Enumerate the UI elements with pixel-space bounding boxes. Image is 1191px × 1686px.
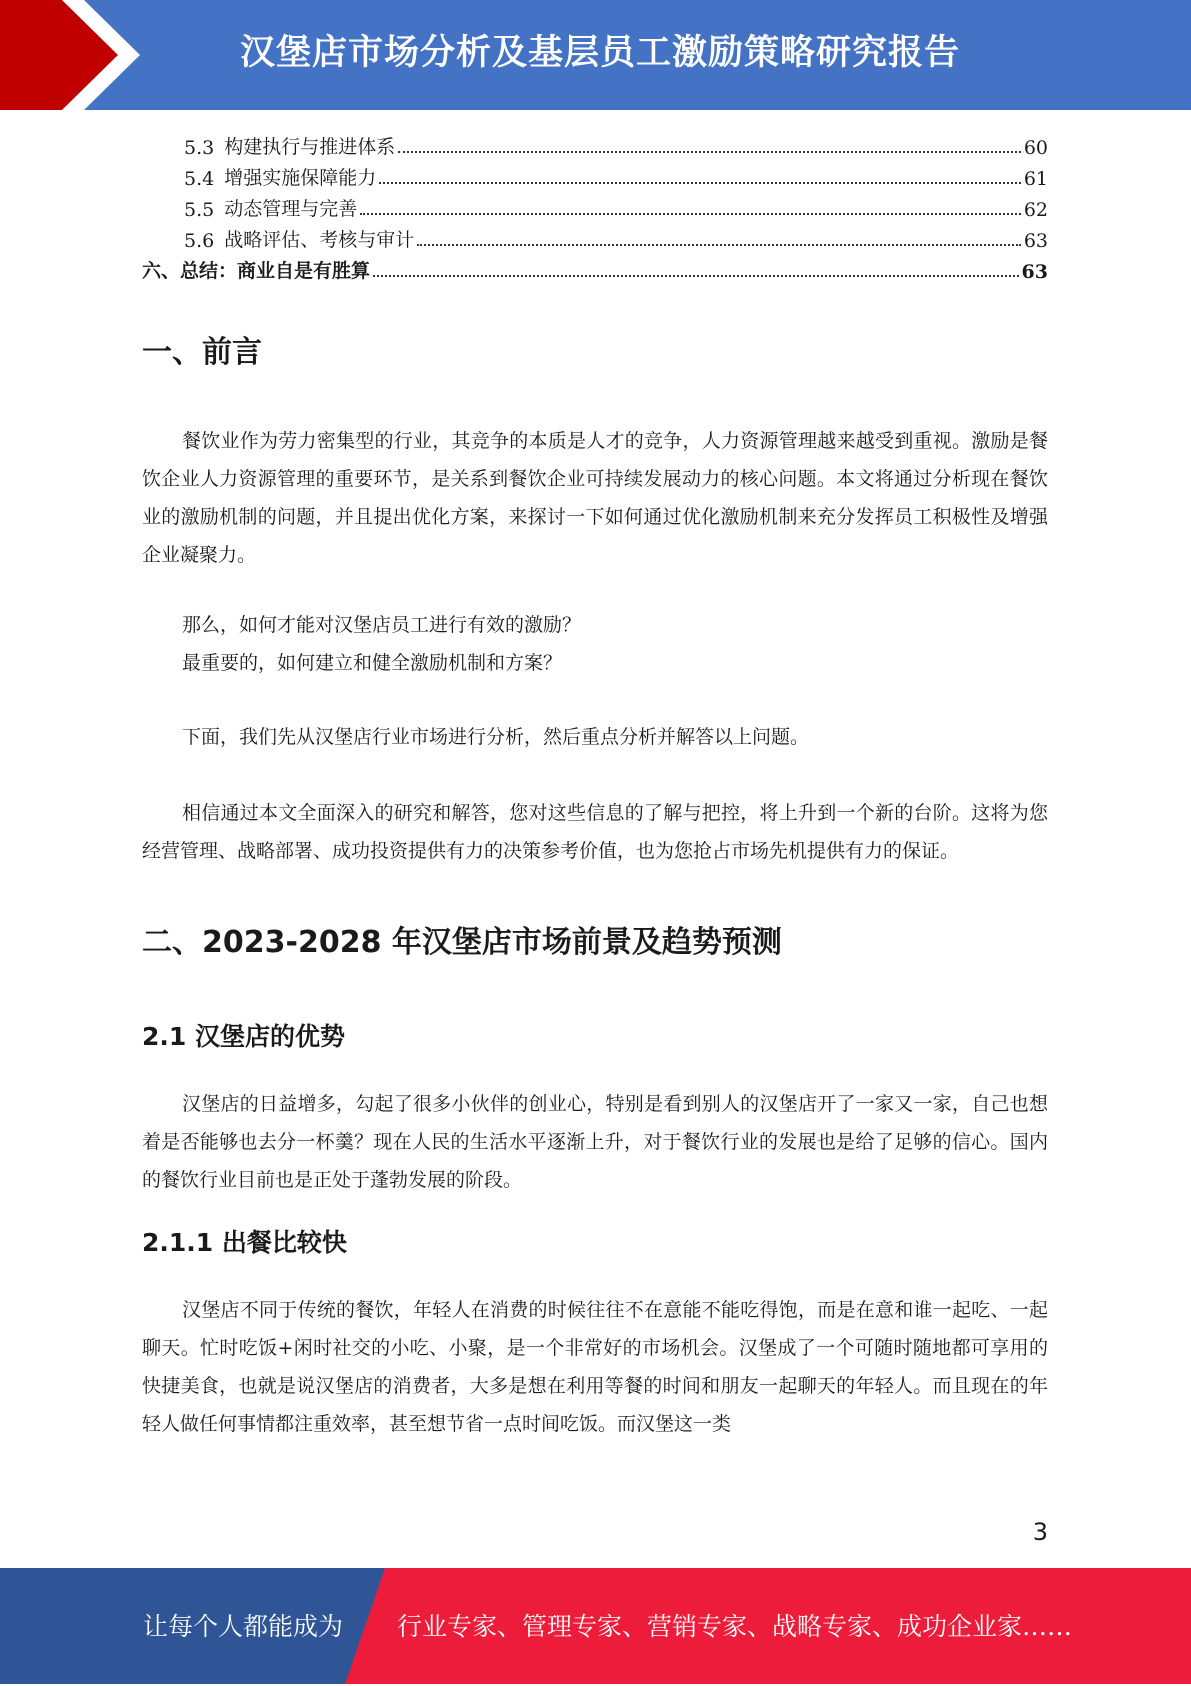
subsubsection-heading-fast-service: 2.1.1 出餐比较快 <box>142 1228 347 1257</box>
toc-item-label: 六、总结：商业自是有胜算 <box>142 260 371 282</box>
page-header <box>0 0 1191 110</box>
toc-item-label: 增强实施保障能力 <box>224 167 377 189</box>
section-heading-preface: 一、前言 <box>142 335 262 370</box>
table-of-contents <box>142 128 1048 283</box>
toc-item-page: 63 <box>1023 230 1048 252</box>
document-body <box>142 318 1048 1443</box>
toc-leader-dots <box>398 151 1021 153</box>
toc-leader-dots <box>373 275 1019 277</box>
toc-item-page: 61 <box>1023 168 1048 190</box>
toc-item[interactable] <box>142 190 1048 221</box>
subsection-heading-advantages: 2.1 汉堡店的优势 <box>142 1022 345 1051</box>
footer-slogan-left: 让每个人都能成为 <box>143 1612 344 1641</box>
toc-item-label: 构建执行与推进体系 <box>224 136 396 158</box>
toc-item-page: 63 <box>1021 261 1048 283</box>
paragraph-question: 那么，如何才能对汉堡店员工进行有效的激励？ <box>182 614 582 636</box>
toc-leader-dots <box>417 244 1021 246</box>
paragraph: 相信通过本文全面深入的研究和解答，您对这些信息的了解与把控，将上升到一个新的台阶。这将为您经营管理、战略部署、成功投资提供有力的决策参考价值，也为您抢占市场先机提供有力的保证。 <box>142 802 1048 862</box>
header-arrow-decoration <box>0 0 160 110</box>
toc-item-number: 5.5 <box>184 199 215 221</box>
paragraph: 汉堡店的日益增多，勾起了很多小伙伴的创业心，特别是看到别人的汉堡店开了一家又一家，自己也想着是否能够也去分一杯羹？现在人民的生活水平逐渐上升，对于餐饮行业的发展也是给了足够的信心。国内的餐饮行业目前也是正处于蓬勃发展的阶段。 <box>142 1093 1048 1191</box>
page-footer <box>0 1568 1191 1684</box>
paragraph: 汉堡店不同于传统的餐饮，年轻人在消费的时候往往不在意能不能吃得饱，而是在意和谁一起吃、一起聊天。忙时吃饭+闲时社交的小吃、小聚，是一个非常好的市场机会。汉堡成了一个可随时随地都可享用的快捷美食，也就是说汉堡店的消费者，大多是想在利用等餐的时间和朋友一起聊天的年轻人。而且现在的年轻人做任何事情都注重效率，甚至想节省一点时间吃饭。而汉堡这一类 <box>142 1299 1048 1435</box>
paragraph-question: 最重要的，如何建立和健全激励机制和方案？ <box>182 652 563 674</box>
toc-item-page: 60 <box>1023 137 1048 159</box>
toc-item-number: 5.6 <box>184 230 215 252</box>
paragraph: 餐饮业作为劳力密集型的行业，其竞争的本质是人才的竞争，人力资源管理越来越受到重视。激励是餐饮企业人力资源管理的重要环节，是关系到餐饮企业可持续发展动力的核心问题。本文将通过分析现在餐饮业的激励机制的问题，并且提出优化方案，来探讨一下如何通过优化激励机制来充分发挥员工积极性及增强企业凝聚力。 <box>142 430 1048 566</box>
toc-item-page: 62 <box>1023 199 1048 221</box>
toc-item[interactable] <box>142 221 1048 252</box>
paragraph: 下面，我们先从汉堡店行业市场进行分析，然后重点分析并解答以上问题。 <box>182 726 810 748</box>
toc-item-number: 5.4 <box>184 168 215 190</box>
footer-slogan-right: 行业专家、管理专家、营销专家、战略专家、成功企业家…… <box>397 1612 1073 1641</box>
toc-item-label: 动态管理与完善 <box>224 198 358 220</box>
toc-item-number: 5.3 <box>184 137 215 159</box>
section-heading-forecast: 二、2023-2028 年汉堡店市场前景及趋势预测 <box>142 925 782 960</box>
toc-item[interactable] <box>142 252 1048 283</box>
toc-leader-dots <box>360 213 1021 215</box>
toc-item[interactable] <box>142 159 1048 190</box>
page-number: 3 <box>1032 1518 1048 1546</box>
toc-item[interactable] <box>142 128 1048 159</box>
toc-leader-dots <box>379 182 1021 184</box>
toc-item-label: 战略评估、考核与审计 <box>224 229 415 251</box>
document-title: 汉堡店市场分析及基层员工激励策略研究报告 <box>240 33 961 73</box>
